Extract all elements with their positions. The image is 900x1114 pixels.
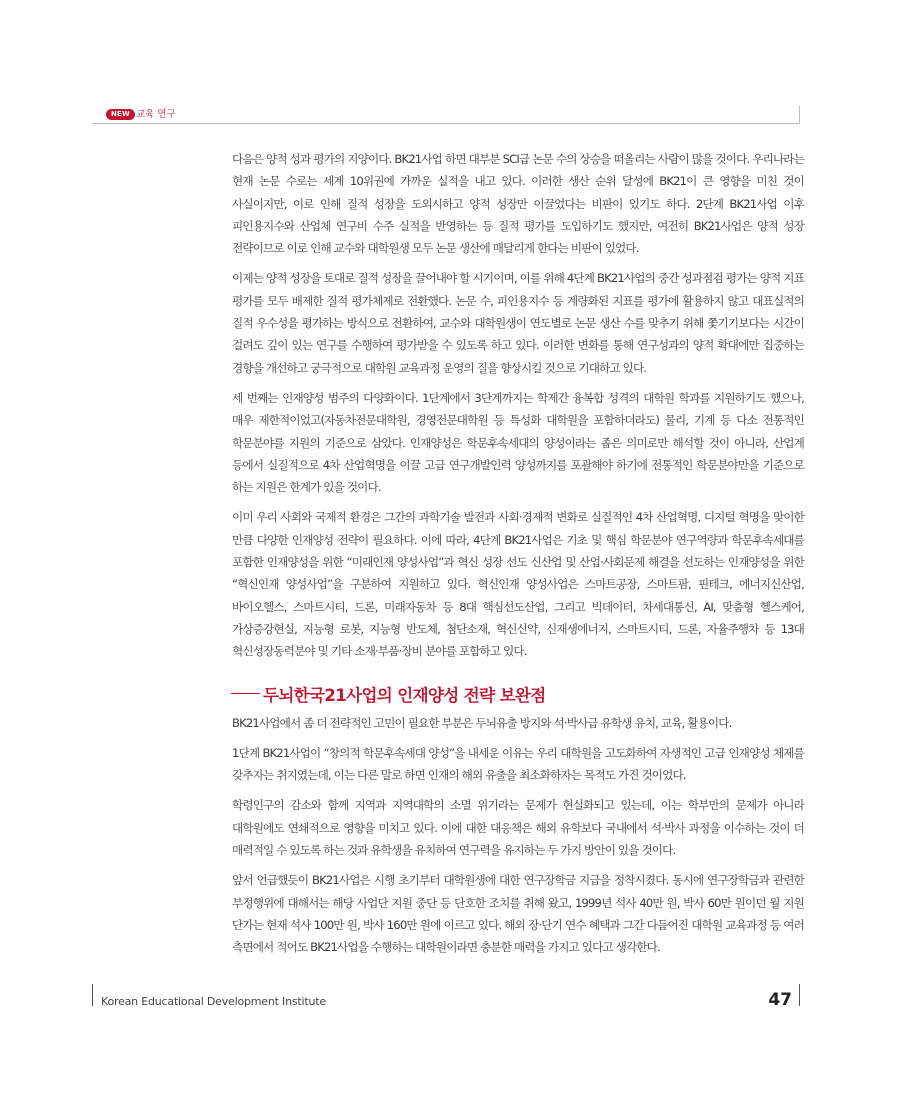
body-paragraph: 이미 우리 사회와 국제적 환경은 그간의 과학기술 발전과 사회·경제적 변화로 실질적인 4차 산업혁명, 디지털 혁명을 맞이한 만큼 다양한 인재양성 전략이 필요하다. 이에 따라, 4단계 BK21사업은 기초 및 핵심 학문분야 연구역량과 학문후속세대를 포함한 인재양성을 위한 “미래인재 양성사업”과 혁신 성장 선도 신산업 및 산업·사회문제 해결을 선도하는 인재양성을 위한 “혁신인재 양성사업”을 구분하여 지원하고 있다. 혁신인재 양성사업은 스마트공장, 스마트팜, 핀테크, 에너지신산업, 바이오헬스, 스마트시티, 드론, 미래자동차 등 8대 핵심선도산업, 그리고 빅데이터, 차세대통신, AI, 맞춤형 헬스케어, 가상증강현실, 지능형 로봇, 지능형 반도체, 첨단소재, 혁신신약, 신재생에너지, 스마트시티, 드론, 자율주행차 등 13대 혁신성장동력분야 및 기타 소재·부품·장비 분야를 포함하고 있다. <box>232 510 804 659</box>
body-paragraph: 1단계 BK21사업이 “창의적 학문후속세대 양성”을 내세운 이유는 우리 대학원을 고도화하여 자생적인 고급 인재양성 체제를 갖추자는 취지였는데, 이는 다른 말로 하면 인재의 해외 유출을 최소화하자는 목적도 가진 것이었다. <box>232 745 804 783</box>
page-footer <box>92 984 800 1010</box>
footer-tick-right <box>799 984 800 1006</box>
section-heading-text: 두뇌한국21사업의 인재양성 전략 보완점 <box>263 685 546 705</box>
header-tick <box>799 106 800 124</box>
section-heading <box>231 681 804 707</box>
body-paragraph: 세 번째는 인재양성 범주의 다양화이다. 1단계에서 3단계까지는 학제간 융복합 성격의 대학원 학과를 지원하기도 했으나, 매우 제한적이었고(자동차전문대학원, 경영전문대학원 등 특성화 대학원을 포함하더라도) 물리, 기계 등 다소 전통적인 학문분야를 지원의 기준으로 삼았다. 인재양성은 학문후속세대의 양성이라는 좁은 의미로만 해석할 것이 아니라, 산업계 등에서 실질적으로 4차 산업혁명을 이끌 고급 연구개발인력 양성까지를 포괄해야 하기에 전통적인 학문분야만을 기준으로 하는 지원은 한계가 있을 것이다. <box>232 390 804 495</box>
running-header <box>92 106 800 124</box>
section-label: 교육 연구 <box>136 109 176 120</box>
body-paragraph: 학령인구의 감소와 함께 지역과 지역대학의 소멸 위기라는 문제가 현실화되고 있는데, 이는 학부만의 문제가 아니라 대학원에도 연쇄적으로 영향을 미치고 있다. 이에 대한 대응책은 해외 유학보다 국내에서 석·박사 과정을 이수하는 것이 더 매력적일 수 있도록 하는 것과 유학생을 유치하여 연구력을 유지하는 두 가지 방안이 있을 것이다. <box>232 798 804 858</box>
body-paragraph: 이제는 양적 성장을 토대로 질적 성장을 끌어내야 할 시기이며, 이를 위해 4단계 BK21사업의 중간 성과점검 평가는 양적 지표 평가를 모두 배제한 질적 평가체제로 전환했다. 논문 수, 피인용지수 등 계량화된 지표를 평가에 활용하지 않고 대표실적의 질적 우수성을 평가하는 방식으로 전환하여, 교수와 대학원생이 연도별로 논문 생산 수를 맞추기 위해 쫓기기보다는 시간이 걸려도 깊이 있는 연구를 수행하여 평가받을 수 있도록 하고 있다. 이러한 변화를 통해 연구성과의 양적 확대에만 집중하는 경향을 개선하고 궁극적으로 대학원 교육과정 운영의 질을 향상시킬 것으로 기대하고 있다. <box>232 271 804 375</box>
body-paragraph: 다음은 양적 성과 평가의 지양이다. BK21사업 하면 대부분 SCI급 논문 수의 상승을 떠올리는 사람이 많을 것이다. 우리나라는 현재 논문 수로는 세계 10위권에 가까운 실적을 내고 있다. 이러한 생산 순위 달성에 BK21이 큰 영향을 미친 것이 사실이지만, 이로 인해 질적 성장을 도외시하고 양적 성장만 이끌었다는 비판이 있기도 하다. 2단계 BK21사업 이후 피인용지수와 산업체 연구비 수주 실적을 반영하는 등 질적 평가를 도입하기도 했지만, 여전히 BK21사업은 양적 성장 전략이므로 이로 인해 교수와 대학원생 모두 논문 생산에 매달리게 한다는 비판이 있었다. <box>232 152 804 256</box>
footer-organization: Korean Educational Development Institute <box>101 995 326 1008</box>
footer-tick-left <box>92 984 93 1006</box>
header-divider <box>92 123 800 124</box>
page-number: 47 <box>768 990 792 1010</box>
new-badge: NEW <box>106 109 135 120</box>
body-paragraph: 앞서 언급했듯이 BK21사업은 시행 초기부터 대학원생에 대한 연구장학금 지급을 정착시켰다. 동시에 연구장학금과 관련한 부정행위에 대해서는 해당 사업단 지원 중단 등 단호한 조치를 취해 왔고, 1999년 석사 40만 원, 박사 60만 원이던 월 지원 단가는 현재 석사 100만 원, 박사 160만 원에 이르고 있다. 해외 장·단기 연수 혜택과 그간 다듬어진 대학원 교육과정 등 여러 측면에서 적어도 BK21사업을 수행하는 대학원이라면 충분한 매력을 가지고 있다고 생각한다. <box>232 873 804 955</box>
body-paragraph: BK21사업에서 좀 더 전략적인 고민이 필요한 부분은 두뇌유출 방지와 석·박사급 유학생 유치, 교육, 활용이다. <box>232 715 732 730</box>
article-body <box>232 148 804 967</box>
heading-rule <box>231 693 260 694</box>
